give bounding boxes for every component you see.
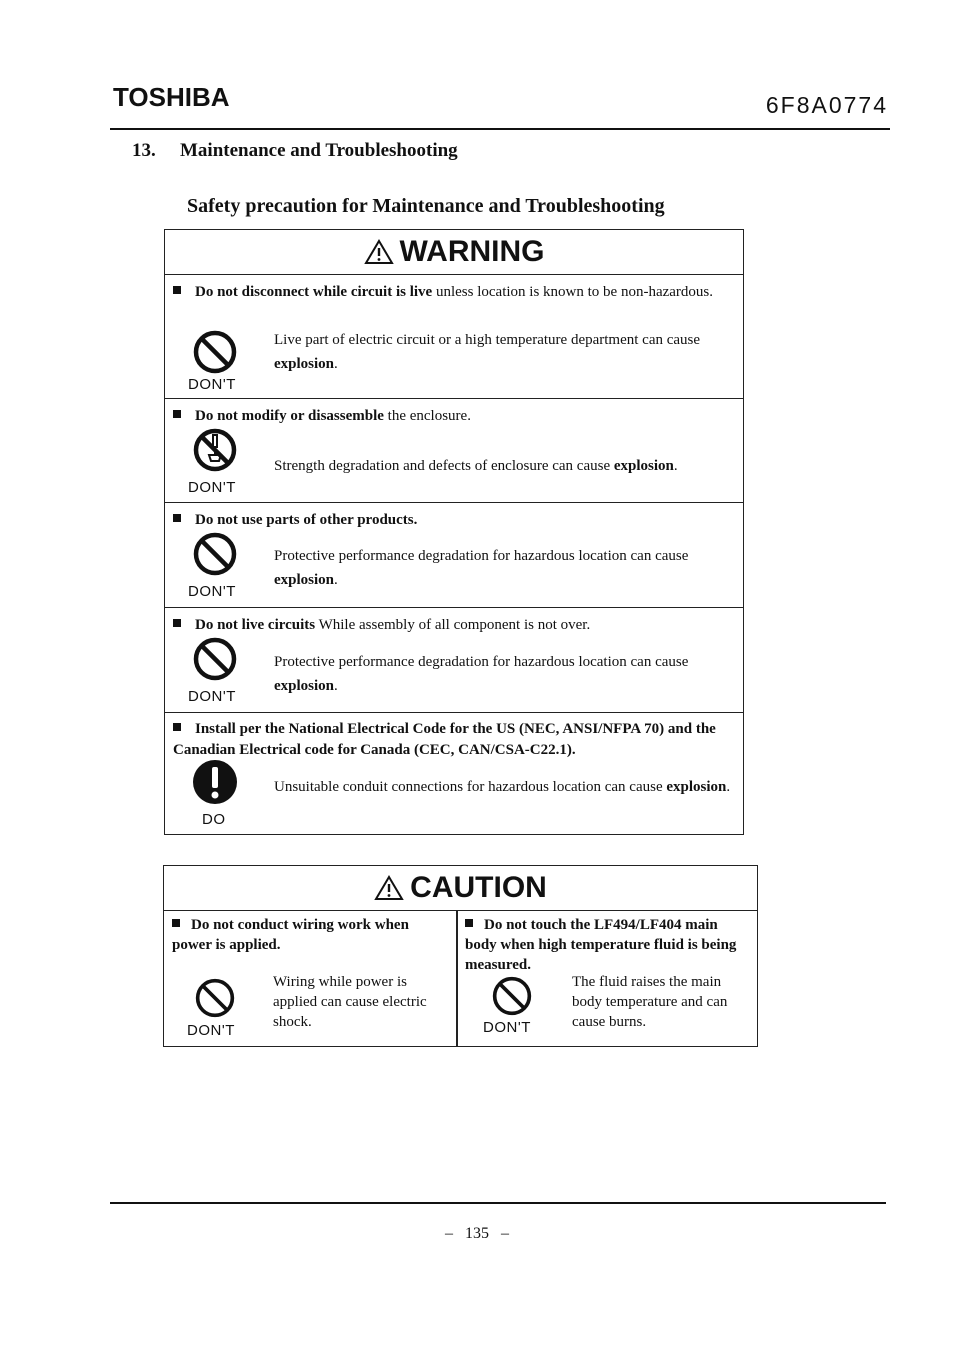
- header-divider: [110, 128, 890, 130]
- caution-item-text: Do not conduct wiring work when power is applied.: [172, 917, 409, 953]
- mandatory-icon: [192, 759, 238, 805]
- warning-item: [165, 275, 743, 399]
- caution-reason: The fluid raises the main body temperature and can cause burns.: [572, 974, 728, 1030]
- page-number: – 135 –: [445, 1225, 509, 1242]
- warning-header: [165, 230, 743, 275]
- warning-reason: Strength degradation and defects of enclosure can cause explosion.: [274, 458, 678, 474]
- warning-reason: Protective performance degradation for hazardous location can cause explosion.: [274, 548, 689, 588]
- prohibition-icon: [192, 531, 238, 577]
- prohibition-icon: [192, 329, 238, 375]
- warning-reason: Protective performance degradation for hazardous location can cause explosion.: [274, 654, 689, 694]
- section-heading: [132, 140, 458, 162]
- caution-title: CAUTION: [410, 871, 547, 904]
- dont-label: DON'T: [188, 583, 236, 600]
- caution-box: [163, 865, 758, 1047]
- bullet-icon: [173, 410, 181, 418]
- dont-label: DON'T: [188, 688, 236, 705]
- section-title: Maintenance and Troubleshooting: [180, 140, 458, 161]
- section-number: 13.: [132, 140, 156, 161]
- prohibition-icon: [491, 975, 533, 1017]
- footer-divider: [110, 1202, 886, 1204]
- warning-item-text: Install per the National Electrical Code for the US (NEC, ANSI/NFPA 70) and the Canadian Electrical code for Canada (CEC, CAN/CSA-C22.1).: [173, 721, 716, 758]
- warning-item: [165, 608, 743, 713]
- caution-body: [164, 911, 757, 1047]
- warning-reason: Live part of electric circuit or a high temperature department can cause explosion.: [274, 332, 701, 372]
- warning-item: [165, 503, 743, 608]
- caution-item-text: Do not touch the LF494/LF404 main body when high temperature fluid is being measured.: [465, 917, 737, 973]
- warning-box: [164, 229, 744, 835]
- document-number: 6F8A0774: [765, 92, 888, 118]
- do-label: DO: [202, 811, 226, 828]
- warning-triangle-icon: [364, 239, 394, 265]
- warning-item-text: Do not use parts of other products.: [173, 509, 735, 531]
- dont-label: DON'T: [483, 1019, 531, 1036]
- bullet-icon: [173, 286, 181, 294]
- warning-item: [165, 713, 743, 836]
- dont-label: DON'T: [188, 479, 236, 496]
- caution-item: [164, 911, 456, 1047]
- dont-label: DON'T: [187, 1022, 235, 1039]
- prohibition-icon: [194, 977, 236, 1019]
- caution-reason: Wiring while power is applied can cause electric shock.: [273, 974, 427, 1030]
- bullet-icon: [173, 514, 181, 522]
- warning-title: WARNING: [399, 235, 545, 268]
- bullet-icon: [172, 919, 180, 927]
- no-disassembly-icon: [192, 427, 238, 473]
- bullet-icon: [173, 619, 181, 627]
- warning-item-text: Do not live circuits While assembly of all component is not over.: [173, 614, 735, 636]
- bullet-icon: [173, 723, 181, 731]
- dont-label: DON'T: [188, 376, 236, 393]
- warning-reason: Unsuitable conduit connections for hazardous location can cause explosion.: [274, 779, 731, 795]
- caution-item: [458, 911, 757, 1047]
- bullet-icon: [465, 919, 473, 927]
- warning-item: [165, 399, 743, 503]
- brand-logo: TOSHIBA: [113, 82, 230, 112]
- subsection-title: Safety precaution for Maintenance and Troubleshooting: [187, 195, 665, 217]
- warning-triangle-icon: [374, 875, 404, 901]
- caution-header: [164, 866, 757, 911]
- warning-item-text: Do not disconnect while circuit is live unless location is known to be non-hazardous.: [173, 281, 735, 303]
- warning-item-text: Do not modify or disassemble the enclosure.: [173, 405, 735, 427]
- prohibition-icon: [192, 636, 238, 682]
